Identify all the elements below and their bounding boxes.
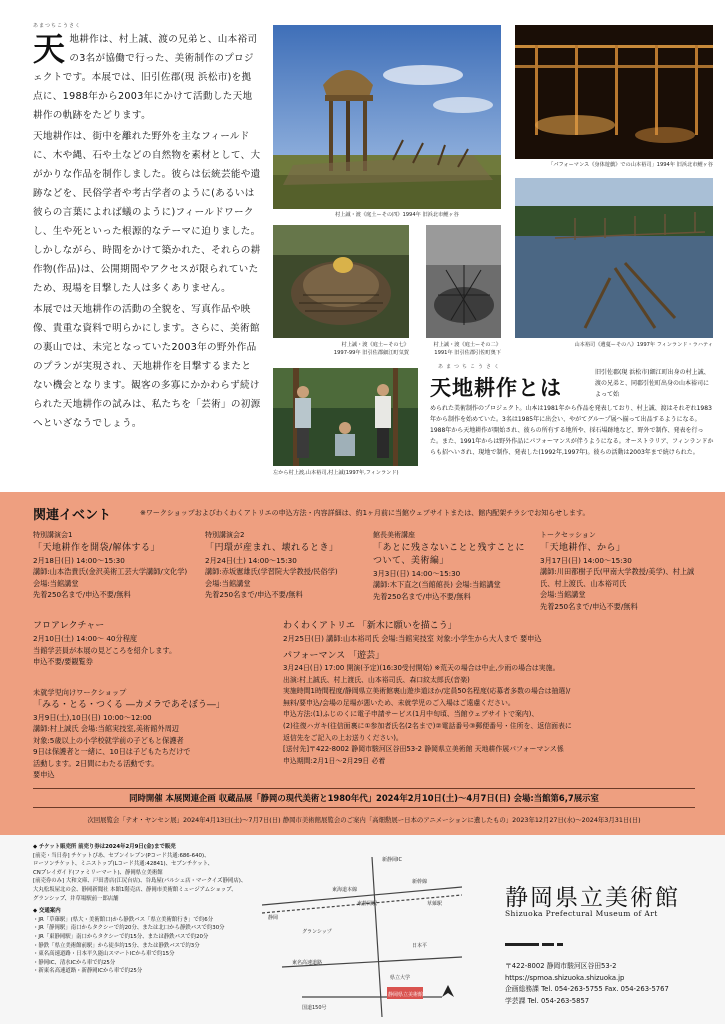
performance <box>283 650 703 767</box>
photo-lake <box>515 178 713 338</box>
logo-bar-icon <box>505 931 575 934</box>
contact-tel: 企画総務課 Tel. 054-263-5755 Fax. 054-263-5767 <box>505 985 669 993</box>
atelier-label: わくわくアトリエ <box>283 621 355 631</box>
workshop <box>33 687 273 781</box>
map-label-granship: グランシップ <box>302 929 332 935</box>
traffic-line: ・静鉄「県立美術館前駅」から徒歩約15分、または静鉄バスで約3分 <box>33 942 200 949</box>
intro-paragraph-1: 地耕作は、村上誠、渡の兄弟と、山本裕司の3名が協働で行った、美術制作のプロジェクトです。本展では、旧引佐郡(現 浜松市)を拠点に、1988年から2003年にかけて活動した天地耕作の軌跡をたどります。 <box>33 34 258 121</box>
concurrent-exhibition: 同時開催 本展関連企画 収蔵品展「静岡の現代美術と1980年代」2024年2月10日(土)〜4月7日(日) 会場:当館第6,7展示室 <box>33 788 695 808</box>
workshop-line: 講師:村上誠氏 会場:当館実技室,美術館外周辺 <box>33 724 179 733</box>
traffic-line: ・東名高速道路・日本平久能山スマートICから車で約15分 <box>33 951 175 958</box>
caption-photo-twig-a: 村上誠・渡《庭土ーその二》 <box>433 342 501 348</box>
map-label-kendai: 県立大学 <box>390 975 411 981</box>
ticket-line: [前売・当日券] チケットぴあ、セブンイレブン(Pコード共通:686-640)、 <box>33 852 210 859</box>
intro-paragraph-3: 本展では天地耕作の活動の全貌を、写真作品や映像、貴重な資料で明らかにします。さらに、美術館の裏山では、未完となっていた2003年の野外作品のプランが実現され、天地耕作を目撃するまたとない機会となります。観客の多寡にかかわらず続けられた天地耕作の試みは、私たちを「芸術」の初源へといざなうでしょう。 <box>33 304 261 429</box>
floor-date: 2月10日(土) 14:00〜 40分程度 <box>33 634 138 643</box>
map-label-higashi: 東静岡駅 <box>357 901 378 907</box>
events-section <box>0 492 725 835</box>
access-info <box>33 843 253 976</box>
map-label-shizuoka: 静岡 <box>268 915 279 921</box>
lecture-entry: 先着250名まで/申込不要/無料 <box>205 590 303 599</box>
museum-logo-en: Shizuoka Prefectural Museum of Art <box>505 909 658 918</box>
lecture-4 <box>540 530 700 612</box>
about-title: 天地耕作とは <box>430 375 562 400</box>
lecture-title: 「円環が産まれ、壊れるとき」 <box>205 542 339 553</box>
performance-line: 無料/要申込/会場の足場が悪いため、未就学児のご入場はご遠慮ください。 <box>283 698 515 707</box>
intro-paragraph-2: 天地耕作は、街中を離れた野外を主なフィールドに、木や縄、石や土などの自然物を素材として、大がかりな作品を制作しました。彼らは伝統芸能や遺跡などを、民俗学者や考古学者のように(あるいは彼らの言葉によれば蟻のように)フィールドワークし、生や死といった根源的なテーマに迫りました。しかしながら、時間をかけて築かれた、それらの耕作物(作品)は、公開期間やアクセスが限られていたため、現場を目撃した人は多くありません。 <box>33 131 261 294</box>
performance-line: 3月24日(日) 17:00 開演(予定)(16:30受付開始) ※荒天の場合は中止,少雨の場合は実施。 <box>283 664 560 672</box>
lecture-date: 2月24日(土) 14:00〜15:30 <box>205 555 297 565</box>
traffic-line: ・JR「東静岡駅」南口からタクシーで約15分、または静鉄バスで約20分 <box>33 933 209 940</box>
traffic-line: ・静岡IC、清水ICから車で約25分 <box>33 959 116 966</box>
ticket-line: CNプレイガイド(ファミリーマート)、静岡県立美術館 <box>33 869 163 876</box>
floor-lecture <box>33 620 253 668</box>
map-label-kusanagi: 草薙駅 <box>427 901 443 907</box>
dropcap: 天 <box>33 30 66 68</box>
map-label-tomei: 東名高速道路 <box>292 960 323 966</box>
map-label-route150: 国道150号 <box>302 1005 327 1011</box>
performance-line: 申込期間:2月1日〜2月29日 必着 <box>283 756 386 765</box>
next-exhibition: 次回展覧会「テオ・ヤンセン展」2024年4月13日(土)〜7月7日(日) 静岡市美術館展覧会のご案内「高畑勲展ー日本のアニメーションに遺したもの」2023年12月27日(水)〜2024年3月31日(日) <box>87 816 641 824</box>
lecture-label: 館長美術講座 <box>373 531 415 539</box>
about-body-1: 旧引佐郡(現 浜松市)細江町出身の村上誠、渡の兄弟と、同郡引佐町出身の山本裕司によって始 <box>595 369 710 398</box>
bottom-section <box>0 835 725 1024</box>
performance-line: (2)往復ハガキ(往信面裏に①参加者氏名(2名まで)②電話番号③郵便番号・住所を、返信面表に <box>283 721 572 730</box>
photo-members <box>273 368 418 466</box>
caption-photo-members: 左から村上渡,山本裕司,村上誠(1997年,フィンランド) <box>273 470 399 476</box>
lecture-date: 2月18日(日) 14:00〜15:30 <box>33 555 125 565</box>
performance-title: 「遊芸」 <box>348 651 385 661</box>
lecture-3 <box>373 530 533 602</box>
lecture-venue: 会場:当館講堂 <box>33 578 79 588</box>
performance-line: [送付先]〒422-8002 静岡市駿河区谷田53-2 静岡県立美術館 天地耕作展パフォーマンス係 <box>283 745 564 754</box>
atelier-detail: 2月25日(日) 講師:山本裕司氏 会場:当館実技室 対象:小学生から大人まで 要申込 <box>283 634 542 643</box>
traffic-line: ・新東名高速道路・新静岡ICから車で約25分 <box>33 968 143 975</box>
photo-hut <box>273 25 501 209</box>
lecture-1 <box>33 530 205 601</box>
workshop-line: 活動します。2日間にわたる活動です。 <box>33 758 159 768</box>
atelier-title: 「新木に願いを描こう」 <box>357 621 457 631</box>
events-title: 関連イベント <box>33 508 112 523</box>
lecture-entry: 先着250名まで/申込不要/無料 <box>373 591 471 601</box>
intro-ruby: あまつちこうさく <box>33 23 82 29</box>
performance-line: 申込方法:(1)ふじのくに電子申請サービス(1月中旬頃、当館ウェブサイトで案内)、 <box>283 710 539 719</box>
caption-photo-earthwork-b: 1997-99年 旧引佐郡細江町気賀 <box>333 350 409 356</box>
about-body-2: められた美術制作のプロジェクト。山本は1981年から作品を発表しており、村上誠、渡はそれぞれ1983年から制作を始めていた。3名は1985年に出会い、やがてグループ展へ揃って出品するようになる。1988年から天地耕作が開始され、彼らの所有する地所や、採石場跡地など、野外で制作、発表を行った。また、1991年からは野外作品にパフォーマンスが伴うようになる。オーストラリア、フィンランドからも招へいされ、現地で制作、発表した(1992年,1997年)。彼らの活動は2003年まで続けられた。 <box>430 405 714 456</box>
map-label-nihondaira: 日本平 <box>412 943 428 949</box>
traffic-heading: ◆ 交通案内 <box>33 908 61 915</box>
caption-photo-performance: 「パフォーマンス《身体遊戯》での山本裕司」1994年 旧浜北市鯉ヶ谷 <box>548 162 713 168</box>
access-map <box>262 847 462 1017</box>
contact-address: 〒422-8002 静岡市駿河区谷田53-2 <box>505 962 617 970</box>
lecture-venue: 会場:当館講堂 <box>540 590 586 599</box>
lecture-2 <box>205 530 370 601</box>
performance-line: 返信先をご記入の上お送りください)。 <box>283 733 403 742</box>
lecture-title: 「天地耕作、から」 <box>540 542 626 553</box>
lecture-speaker: 講師:川田都樹子氏(甲南大学教授/美学)、村上誠氏、村上渡氏、山本裕司氏 <box>540 567 695 588</box>
lecture-title: 「天地耕作を開袋/解体する」 <box>33 542 161 553</box>
photo-performance <box>515 25 713 159</box>
floor-desc: 当館学芸員が本展の見どころを紹介します。 <box>33 645 177 655</box>
about-ruby: あまつちこうさく <box>438 364 503 370</box>
events-note: ※ワークショップおよびわくわくアトリエの申込方法・内容詳細は、約1ヶ月前に当館ウェブサイトまたは、館内配架チラシでお知らせします。 <box>140 509 590 517</box>
workshop-line: 要申込 <box>33 770 55 779</box>
caption-photo-earthwork-a: 村上誠・渡《庭土ーその七》 <box>341 342 409 348</box>
lecture-speaker: 講師:山本浩貴氏(金沢美術工芸大学講師/文化学) <box>33 567 188 576</box>
map-label-tokaido: 東海道本線 <box>332 887 358 893</box>
traffic-line: ・JR「草薙駅」(県大・美術館口)から静鉄バス「県立美術館行き」で約6分 <box>33 916 214 923</box>
photo-twig-structure <box>426 225 501 338</box>
caption-photo-lake: 山本裕司《遺蔓ーその八》1997年 フィンランド・ラハティ <box>574 342 713 348</box>
lecture-label: 特別講演会2 <box>205 531 245 539</box>
workshop-line: 対象:5歳以上の小学校就学前の子どもと保護者 <box>33 735 184 745</box>
contact-tel-2: 学芸課 Tel. 054-263-5857 <box>505 996 590 1005</box>
lecture-label: トークセッション <box>540 531 596 539</box>
workshop-label: 未就学児向けワークショップ <box>33 688 127 697</box>
lecture-date: 3月17日(日) 14:00〜15:30 <box>540 555 632 565</box>
workshop-date: 3月9日(土),10日(日) 10:00〜12:00 <box>33 712 152 722</box>
traffic-line: ・JR「静岡駅」南口からタクシーで約20分、または北口から静鉄バスで約30分 <box>33 925 225 932</box>
contact-info <box>505 961 669 1007</box>
floor-entry: 申込不要/要観覧券 <box>33 657 93 666</box>
museum-logo-jp: 静岡県立美術館 <box>505 885 680 911</box>
atelier <box>283 620 703 645</box>
lecture-date: 3月3日(日) 14:00〜15:30 <box>373 568 461 578</box>
workshop-line: 9日は保護者と一緒に、10日は子どもたちだけで <box>33 747 191 756</box>
lecture-speaker: 講師:木下直之(当館館長) 会場:当館講堂 <box>373 580 501 589</box>
caption-photo-hut: 村上誠・渡《庭土ーその四》1994年 旧浜北市鯉ヶ谷 <box>335 212 459 218</box>
lecture-venue: 会場:当館講堂 <box>205 578 251 588</box>
performance-line: 出演:村上誠氏、村上渡氏、山本裕司氏、森口紋太郎氏(音楽) <box>283 675 470 684</box>
caption-photo-twig-b: 1991年 旧引佐郡引佐町奥下 <box>434 350 501 356</box>
intro-text <box>33 30 261 435</box>
ticket-line: ローソンチケット、ミニストップ(Lコード共通:42841)、セブンチケット、 <box>33 861 213 868</box>
map-label-shinshizuoka: 新静岡IC <box>382 857 402 863</box>
lecture-entry: 先着250名まで/申込不要/無料 <box>540 601 638 611</box>
map-label-shinkansen: 新幹線 <box>412 879 428 885</box>
map-label-museum: 静岡県立美術館 <box>388 992 424 998</box>
lecture-label: 特別講演会1 <box>33 531 73 539</box>
performance-label: パフォーマンス <box>283 651 346 661</box>
performance-line: 実施時間1時間程度/静岡県立美術館裏山遊歩道ほか/定員50名程度(応募者多数の場合は抽選)/ <box>283 687 571 696</box>
contact-url[interactable]: https://spmoa.shizuoka.shizuoka.jp <box>505 973 625 982</box>
workshop-title: 「みる・とる・つくる ―カメラであそぼう―」 <box>33 699 225 710</box>
top-section <box>0 0 725 492</box>
photo-earthwork <box>273 225 409 338</box>
floor-title: フロアレクチャー <box>33 621 105 631</box>
ticket-heading: ◆ チケット販売所 前売り券は2024年2月9日(金)まで販売 <box>33 844 176 850</box>
lecture-speaker: 講師:赤坂憲雄氏(学習院大学教授/民俗学) <box>205 567 338 576</box>
ticket-line: グランシップ、井草場駅前一郎店舗 <box>33 895 119 902</box>
ticket-line: 大丸松坂屋北の会、静岡新聞社 本館1階売店、静岡市美術館ミュージアムショップ、 <box>33 886 237 893</box>
ticket-line: [前売券のみ] 大和文庫、戸田書店(江尻台店)、谷島屋(パルシェ店・マークイズ静岡店)、 <box>33 878 247 885</box>
lecture-title: 「あとに残さないことと残すことについて、美術編」 <box>373 542 526 566</box>
lecture-entry: 先着250名まで/申込不要/無料 <box>33 590 131 599</box>
